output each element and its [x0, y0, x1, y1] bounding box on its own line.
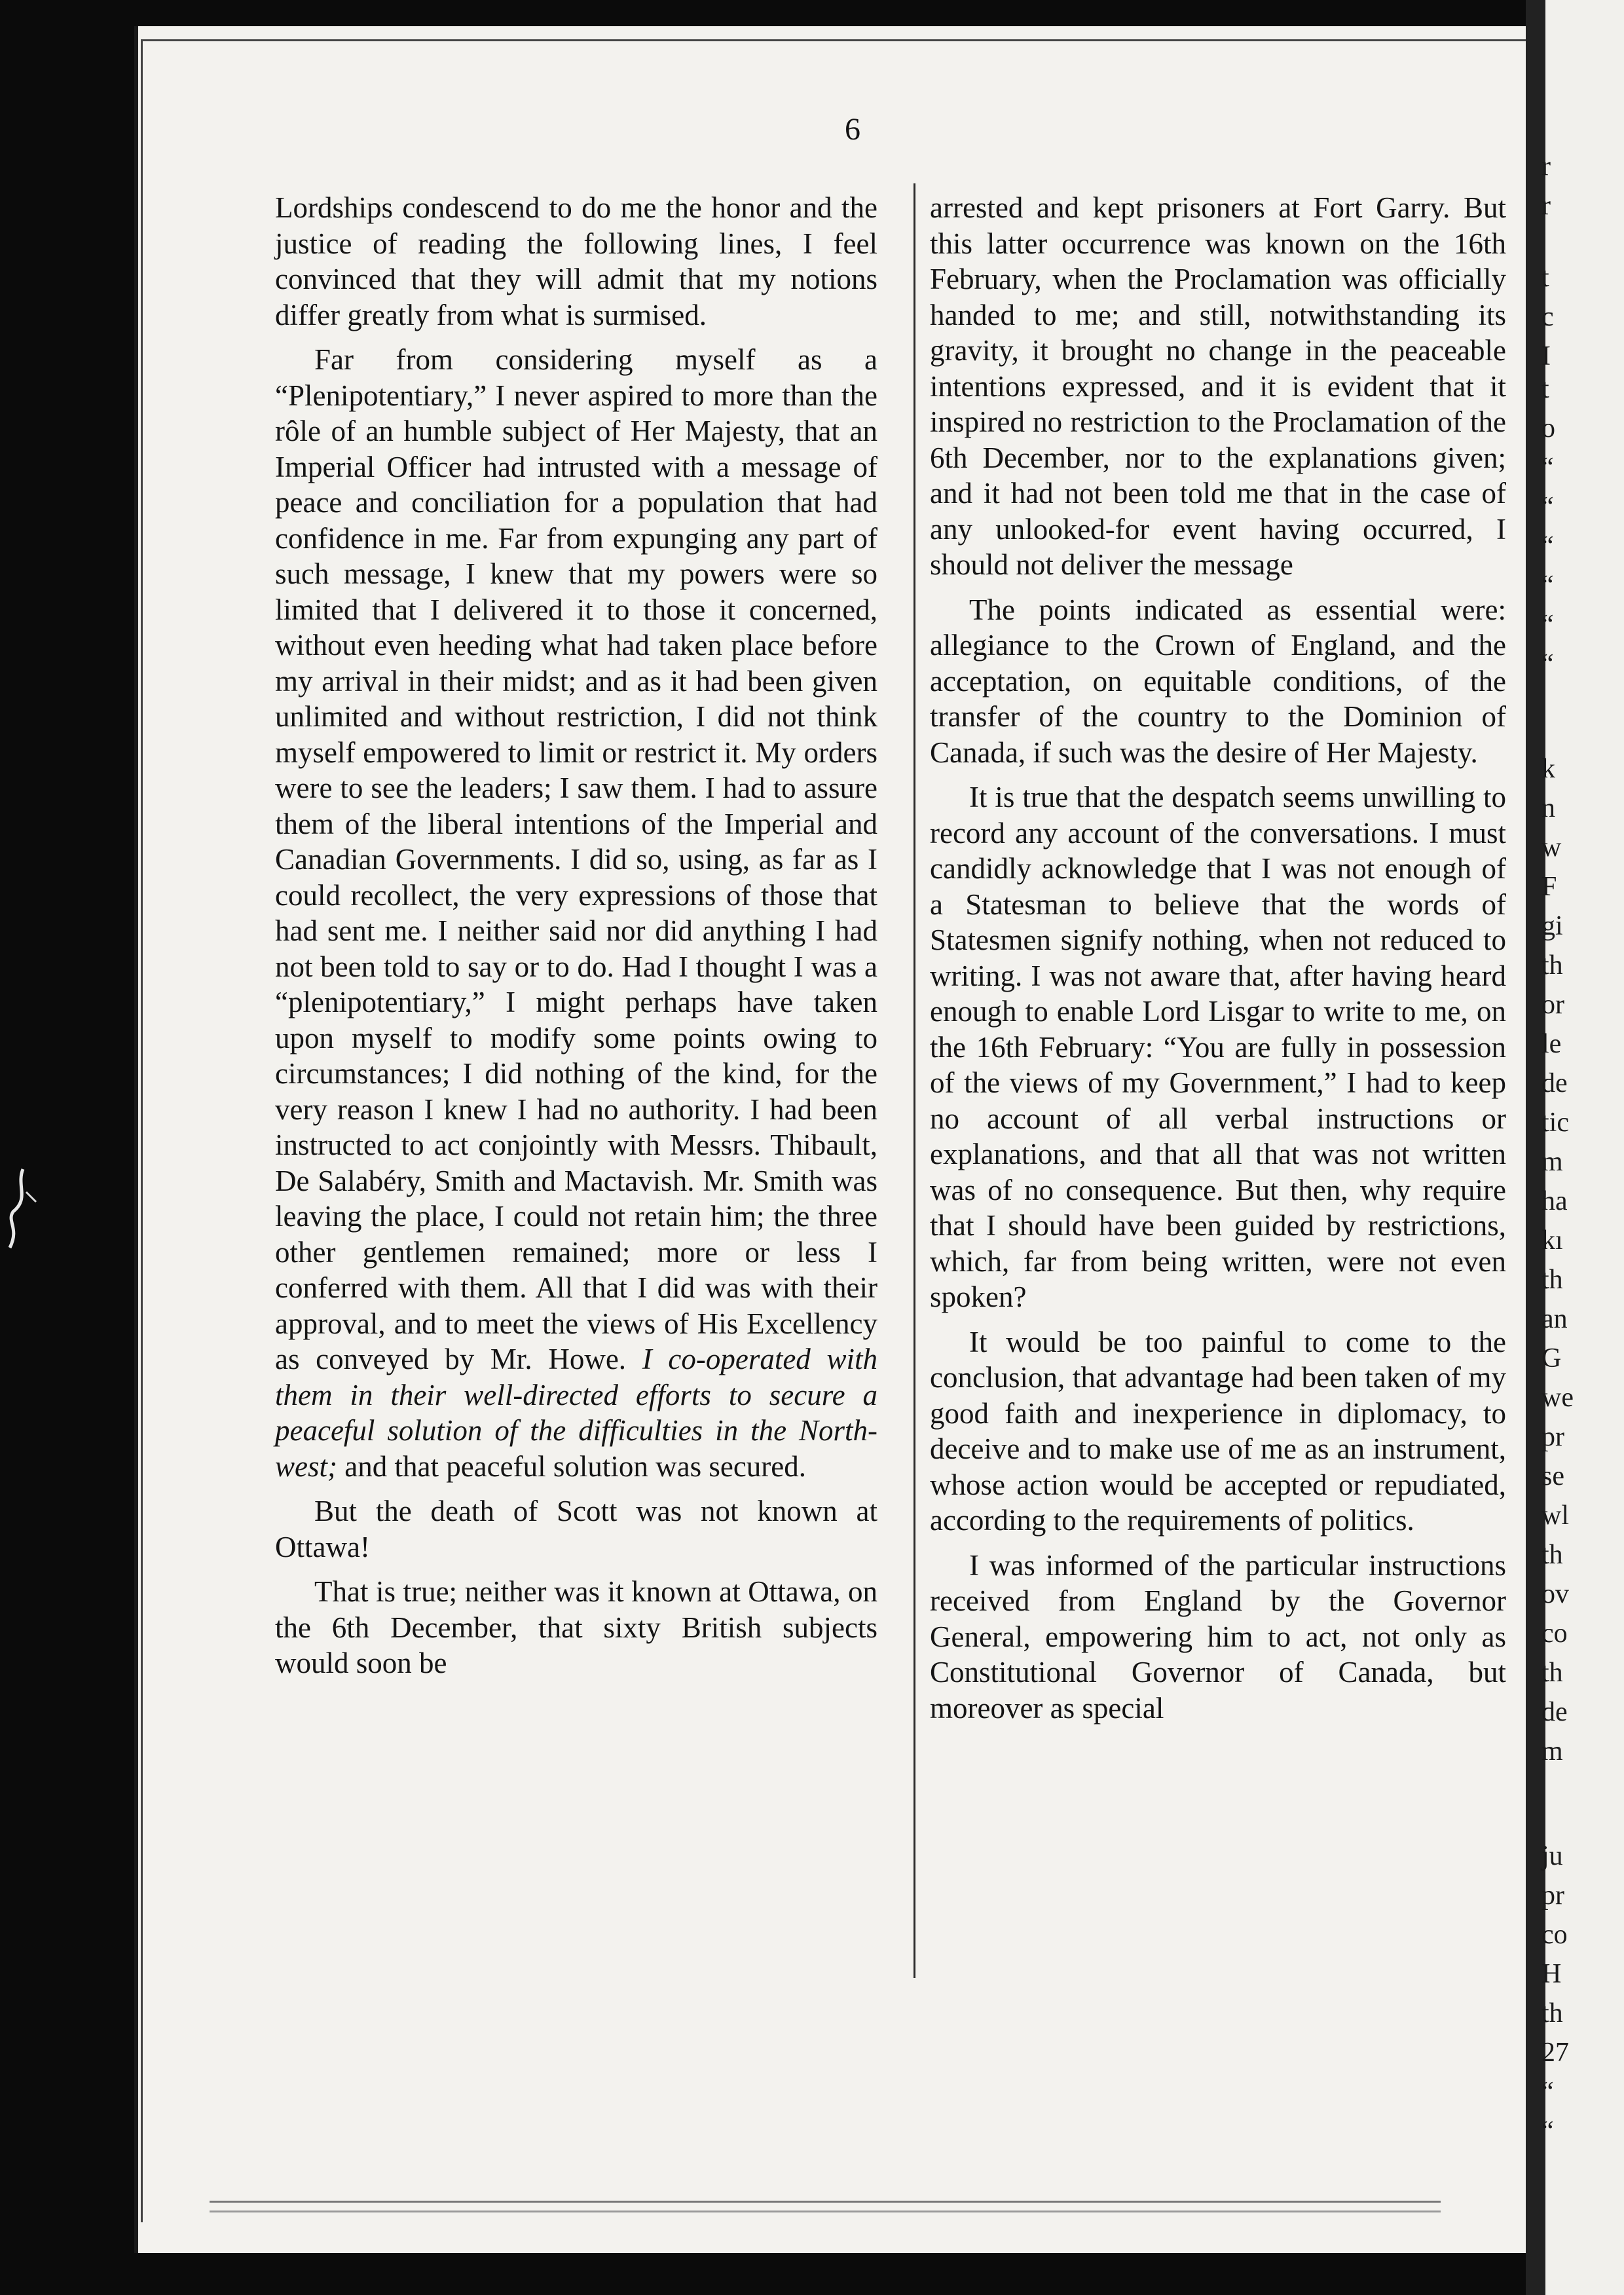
adjacent-page-text-fragment: I	[1541, 341, 1551, 371]
adjacent-page-text-fragment: pr	[1541, 1880, 1564, 1911]
adjacent-page-text-fragment: t	[1541, 263, 1549, 293]
adjacent-page-text-fragment: G	[1541, 1343, 1562, 1373]
adjacent-page-text-fragment: th	[1541, 950, 1563, 980]
paragraph: That is true; neither was it known at Ottawa, on the 6th December, that sixty British subjects would soon be	[275, 1575, 877, 1679]
adjacent-page-text-fragment: t	[1541, 374, 1549, 404]
adjacent-page-text-fragment: or	[1541, 990, 1564, 1020]
adjacent-page-text-fragment: “	[1541, 531, 1554, 561]
adjacent-page-text-fragment: m	[1541, 1147, 1563, 1177]
adjacent-page-text-fragment: th	[1541, 1658, 1563, 1688]
adjacent-page-text-fragment: co	[1541, 1618, 1568, 1649]
paragraph-text: and that peaceful solution was secured.	[337, 1449, 807, 1483]
adjacent-page-text-fragment: co	[1541, 1920, 1568, 1950]
adjacent-page-edge	[1541, 0, 1624, 2295]
adjacent-page-text-fragment: m	[1541, 1736, 1563, 1766]
adjacent-page-text-fragment: le	[1541, 1029, 1562, 1059]
adjacent-page-text-fragment: k	[1541, 754, 1555, 784]
italic-text: I co-operated with them in their well-directed efforts to secure a peaceful solution of the difficulties in the North-west;	[275, 1343, 877, 1483]
adjacent-page-text-fragment: F	[1541, 872, 1557, 902]
adjacent-page-text-fragment: ov	[1541, 1579, 1569, 1609]
adjacent-page-text-fragment: “	[1541, 610, 1554, 640]
adjacent-page-text-fragment: kı	[1541, 1225, 1563, 1256]
left-text-column	[275, 190, 877, 1690]
adjacent-page-text-fragment: th	[1541, 1540, 1563, 1570]
paragraph	[275, 342, 877, 1484]
paragraph-text: Far from considering myself as a “Plenipotentiary,” I never aspired to more than the rôle of an humble subject of Her Majesty, that an Imperial Officer had intrusted with a message of peace and conciliation for a population that had confidence in me. Far from expunging any part of such message, I knew that my powers were so limited that I delivered it to those it concerned, without even heeding what had taken place before my arrival in their midst; and as it had been given unlimited and without restriction, I did not think myself empowered to limit or restrict it. My orders were to see the leaders; I saw them. I had to assure them of the liberal intentions of the Imperial and Canadian Governments. I did so, using, as far as I could recollect, the very expressions of those that had sent me. I neither said nor did anything I had not been told to say or to do. Had I thought I was a “plenipotentiary,” I might perhaps have taken upon myself to modify some points owing to circumstances; I did nothing of the kind, for the very reason I knew I had no authority. I had been instructed to act conjointly with Messrs. Thibault, De Salabéry, Smith and Mactavish. Mr. Smith was leaving the place, I could not retain him; the three other gentlemen remained; more or less I conferred with them. All that I did was with their approval, and to meet the views of His Excellency as conveyed by Mr. Howe.	[275, 343, 877, 1375]
adjacent-page-text-fragment: H	[1541, 1959, 1562, 1989]
adjacent-page-text-fragment: “	[1541, 649, 1554, 679]
paragraph: It is true that the despatch seems unwilling to record any account of the conversations. I must candidly acknowledge that I was not enough of a Statesman to believe that the words of Statesmen signify nothing, when not reduced to writing. I was not aware that, after having heard enough to enable Lord Lisgar to write to me, on the 16th February: “You are fully in possession of the views of my Government,” I had to keep no account of all verbal instructions or explanations, and that all that was not written was of no consequence. But then, why require that I should have been guided by restrictions, which, far from being written, were not even spoken?	[930, 781, 1506, 1313]
page-bottom-border	[210, 2201, 1441, 2212]
adjacent-page-text-fragment: gi	[1541, 911, 1563, 941]
film-scratch-mark	[0, 1166, 39, 1251]
paragraph: Lordships condescend to do me the honor and the justice of reading the following lines, I feel convinced that they will admit that my notions differ greatly from what is surmised.	[275, 191, 877, 331]
adjacent-page-text-fragment: tic	[1541, 1108, 1569, 1138]
adjacent-page-text-fragment: se	[1541, 1461, 1564, 1491]
adjacent-page-text-fragment: “	[1541, 2077, 1554, 2107]
adjacent-page-text-fragment: “	[1541, 492, 1554, 522]
adjacent-page-text-fragment: de	[1541, 1068, 1568, 1098]
paragraph: arrested and kept prisoners at Fort Garry. But this latter occurrence was known on the 16th February, when the Proclamation was officially handed to me; and still, notwithstanding its gravity, it brought no change in the peaceable intentions expressed, and it is evident that it inspired no restriction to the Proclamation of the 6th December, nor to the explanations given; and it had not been told me that in the case of any unlooked-for event having occurred, I should not deliver the message	[930, 191, 1506, 581]
adjacent-page-text-fragment: 27	[1541, 2038, 1569, 2068]
adjacent-page-text-fragment: pr	[1541, 1422, 1564, 1452]
adjacent-page-text-fragment: th	[1541, 1265, 1563, 1295]
adjacent-page-text-fragment: wl	[1541, 1501, 1569, 1531]
adjacent-page-text-fragment: th	[1541, 1998, 1563, 2028]
paragraph: I was informed of the particular instructions received from England by the Governor General, empowering him to act, not only as Constitutional Governor of Canada, but moreover as special	[930, 1548, 1506, 1725]
column-divider	[913, 183, 915, 1978]
adjacent-page-text-fragment: o	[1541, 413, 1555, 443]
adjacent-page-text-fragment: ha	[1541, 1186, 1568, 1216]
adjacent-page-text-fragment: ju	[1541, 1841, 1563, 1871]
page-number: 6	[845, 112, 860, 147]
adjacent-page-text-fragment: “	[1541, 2116, 1554, 2146]
paragraph: The points indicated as essential were: allegiance to the Crown of England, and the acceptation, on equitable conditions, of the transfer of the country to the Dominion of Canada, if such was the desire of Her Majesty.	[930, 593, 1506, 769]
paragraph: It would be too painful to come to the conclusion, that advantage had been taken of my good faith and inexperience in diplomacy, to deceive and to make use of me as an instrument, whose action would be accepted or repudiated, according to the requirements of politics.	[930, 1325, 1506, 1537]
adjacent-page-text-fragment: w	[1541, 832, 1562, 863]
adjacent-page-text-fragment: r	[1541, 151, 1551, 181]
adjacent-page-text-fragment: n	[1541, 793, 1555, 823]
adjacent-page-text-fragment: “	[1541, 570, 1554, 601]
adjacent-page-text-fragment: c	[1541, 302, 1554, 332]
adjacent-page-text-fragment: an	[1541, 1304, 1568, 1334]
right-text-column	[930, 190, 1506, 1735]
adjacent-page-text-fragment: r	[1541, 191, 1551, 221]
adjacent-page-text-fragment: de	[1541, 1697, 1568, 1727]
paragraph: But the death of Scott was not known at Ottawa!	[275, 1495, 877, 1563]
adjacent-page-text-fragment: we	[1541, 1383, 1574, 1413]
adjacent-page-text-fragment: “	[1541, 453, 1554, 483]
